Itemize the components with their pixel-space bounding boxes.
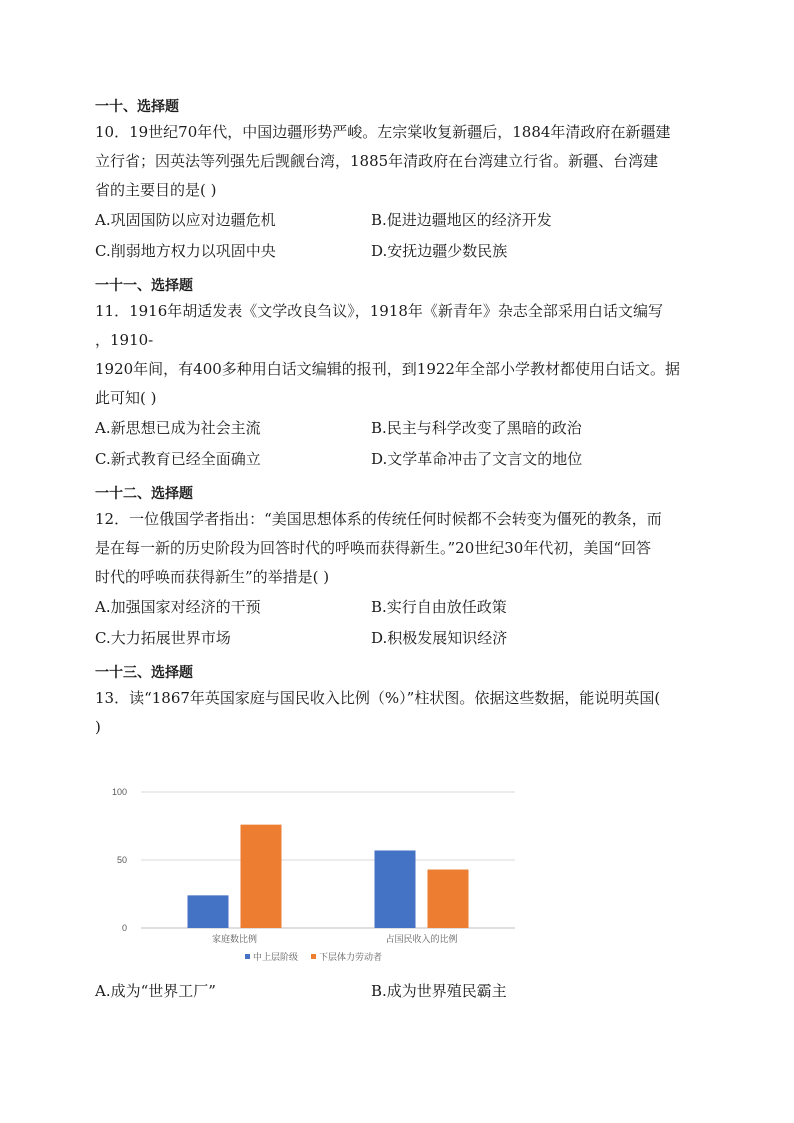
section-heading: 一十一、选择题	[95, 278, 193, 294]
y-tick-label: 50	[116, 855, 127, 865]
bar-chart-svg	[95, 754, 535, 962]
question-stem-line: 此可知( )	[95, 389, 157, 407]
question-13	[95, 662, 695, 1007]
option-d[interactable]: D.文学革命冲击了文言文的地位	[371, 450, 583, 468]
question-stem-line: )	[95, 718, 101, 736]
option-d[interactable]: D.安抚边疆少数民族	[371, 242, 508, 260]
question-stem-line: 10．19世纪70年代，中国边疆形势严峻。左宗棠收复新疆后，1884年清政府在新疆建	[95, 123, 671, 141]
question-stem-line: 是在每一新的历史阶段为回答时代的呼唤而获得新生。”20世纪30年代初，美国“回答	[95, 539, 652, 557]
legend-swatch	[311, 954, 316, 959]
question-stem-line: 时代的呼唤而获得新生”的举措是( )	[95, 568, 330, 586]
section-heading: 一十、选择题	[95, 99, 179, 115]
question-12	[95, 483, 695, 654]
question-10	[95, 96, 695, 267]
option-b[interactable]: B.促进边疆地区的经济开发	[371, 211, 552, 229]
option-c[interactable]: C.新式教育已经全面确立	[95, 450, 261, 468]
legend-swatch	[245, 954, 250, 959]
section-heading: 一十三、选择题	[95, 665, 193, 681]
legend-label: 中上层阶级	[253, 952, 299, 962]
question-stem-line: 11．1916年胡适发表《文学改良刍议》，1918年《新青年》杂志全部采用白话文编写	[95, 302, 663, 320]
bar-lower-labor	[428, 870, 469, 928]
option-a[interactable]: A.加强国家对经济的干预	[95, 598, 261, 616]
option-a[interactable]: A.巩固国防以应对边疆危机	[95, 211, 276, 229]
option-b[interactable]: B.实行自由放任政策	[371, 598, 507, 616]
y-tick-label: 100	[111, 787, 127, 797]
option-c[interactable]: C.削弱地方权力以巩固中央	[95, 242, 276, 260]
section-heading: 一十二、选择题	[95, 486, 193, 502]
option-b[interactable]: B.民主与科学改变了黑暗的政治	[371, 419, 582, 437]
option-d[interactable]: D.积极发展知识经济	[371, 629, 508, 647]
document-page	[95, 96, 695, 1007]
bar-upper-middle	[188, 895, 229, 928]
x-tick-label: 占国民收入的比例	[385, 934, 458, 944]
question-stem-line: 省的主要目的是( )	[95, 181, 217, 199]
option-a[interactable]: A.新思想已成为社会主流	[95, 419, 261, 437]
x-tick-label: 家庭数比例	[211, 934, 258, 944]
option-a[interactable]: A.成为“世界工厂”	[95, 982, 216, 1000]
question-stem-line: 12．一位俄国学者指出：“美国思想体系的传统任何时候都不会转变为僵死的教条，而	[95, 510, 662, 528]
legend-label: 下层体力劳动者	[319, 952, 383, 962]
bar-chart	[95, 754, 535, 962]
bar-lower-labor	[241, 825, 282, 928]
option-b[interactable]: B.成为世界殖民霸主	[371, 982, 507, 1000]
y-tick-label: 0	[121, 923, 127, 933]
question-stem-line: 13．读“1867年英国家庭与国民收入比例（%）”柱状图。依据这些数据，能说明英国(	[95, 689, 661, 707]
option-c[interactable]: C.大力拓展世界市场	[95, 629, 231, 647]
question-stem-line: ，1910-	[95, 331, 154, 349]
question-stem-line: 立行省；因英法等列强先后觊觎台湾，1885年清政府在台湾建立行省。新疆、台湾建	[95, 152, 659, 170]
question-11	[95, 275, 695, 475]
bar-upper-middle	[375, 850, 416, 928]
question-stem-line: 1920年间，有400多种用白话文编辑的报刊，到1922年全部小学教材都使用白话文。据	[95, 360, 680, 378]
